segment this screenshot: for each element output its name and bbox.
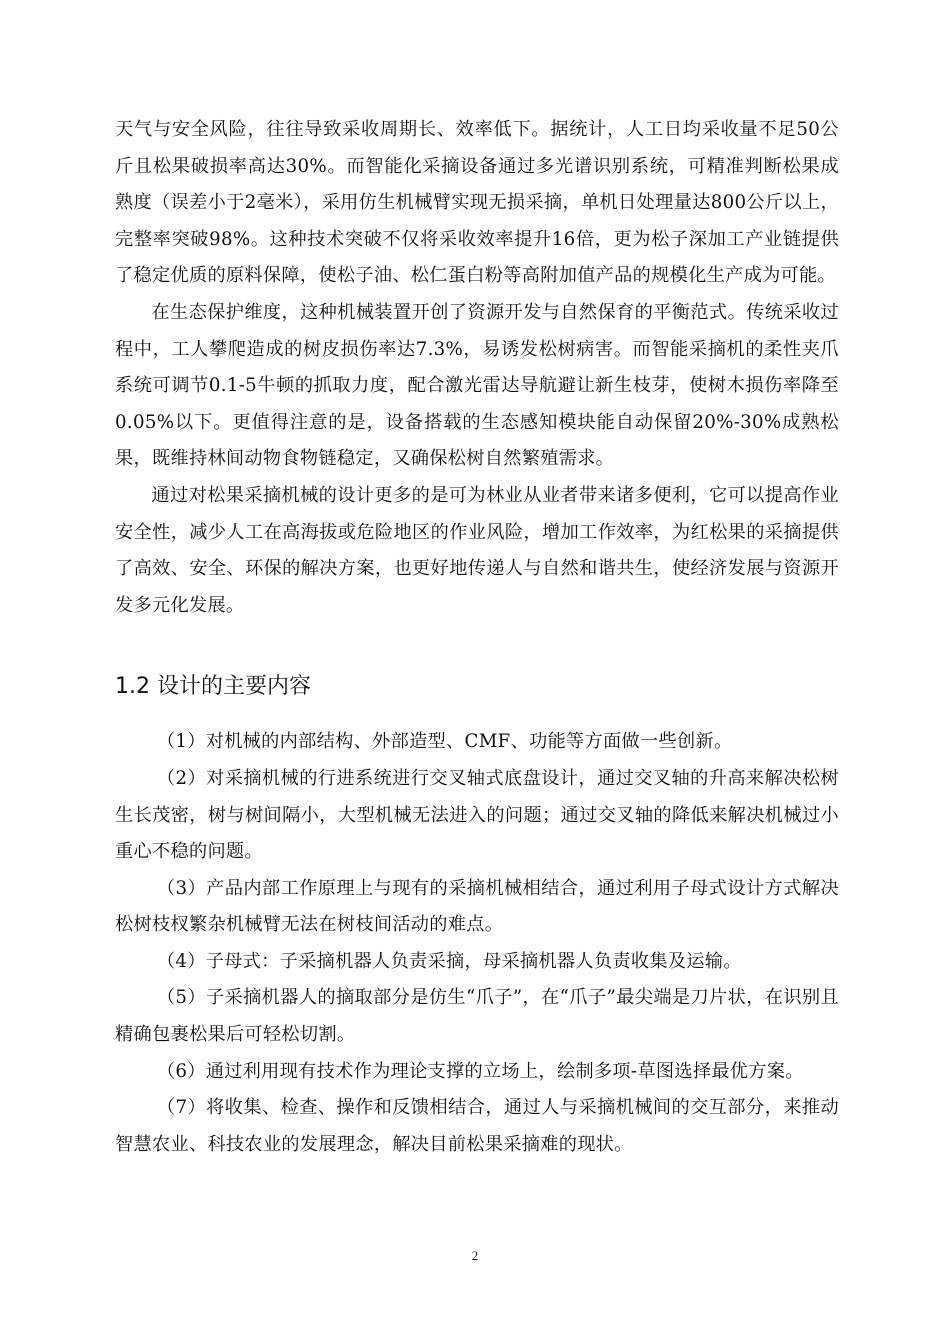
- list-item: （6）通过利用现有技术作为理论支撑的立场上，绘制多项-草图选择最优方案。: [156, 1060, 804, 1082]
- page-number: 2: [471, 1248, 479, 1263]
- body-paragraph-2: 在生态保护维度，这种机械装置开创了资源开发与自然保育的平衡范式。传统采收过程中，工人攀爬造成的树皮损伤率达7.3%，易诱发松树病害。而智能采摘机的柔性夹爪系统可调节0.1-5牛顿的抓取力度，配合激光雷达导航避让新生枝芽，使树木损伤率降至0.05%以下。更值得注意的是，设备搭载的生态感知模块能自动保留20%-30%成熟松果，既维持林间动物食物链稳定，又确保松树自然繁殖需求。: [115, 301, 839, 470]
- list-item: （3）产品内部工作原理上与现有的采摘机械相结合，通过利用子母式设计方式解决松树枝杈繁杂机械臂无法在树枝间活动的难点。: [115, 877, 839, 936]
- list-item: （7）将收集、检查、操作和反馈相结合，通过人与采摘机械间的交互部分，来推动智慧农业、科技农业的发展理念，解决目前松果采摘难的现状。: [115, 1097, 839, 1155]
- list-item: （4）子母式：子采摘机器人负责采摘，母采摘机器人负责收集及运输。: [156, 950, 742, 972]
- body-paragraph-3: 通过对松果采摘机械的设计更多的是可为林业从业者带来诸多便利，它可以提高作业安全性，减少人工在高海拔或危险地区的作业风险，增加工作效率，为红松果的采摘提供了高效、安全、环保的解决方案，也更好地传递人与自然和谐共生，使经济发展与资源开发多元化发展。: [115, 484, 839, 616]
- content-list: [115, 724, 839, 1163]
- body-paragraph-1: 天气与安全风险，往往导致采收周期长、效率低下。据统计，人工日均采收量不足50公斤且松果破损率高达30%。而智能化采摘设备通过多光谱识别系统，可精准判断松果成熟度（误差小于2毫米），采用仿生机械臂实现无损采摘，单机日处理量达800公斤以上，完整率突破98%。这种技术突破不仅将采收效率提升16倍，更为松子深加工产业链提供了稳定优质的原料保障，使松子油、松仁蛋白粉等高附加值产品的规模化生产成为可能。: [115, 119, 839, 287]
- list-item: （1）对机械的内部结构、外部造型、CMF、功能等方面做一些创新。: [156, 731, 733, 753]
- page-content: [115, 112, 839, 1163]
- list-item: （5）子采摘机器人的摘取部分是仿生“爪子”，在“爪子”最尖端是刀片状，在识别且精确包裹松果后可轻松切割。: [115, 987, 839, 1046]
- section-heading: 1.2 设计的主要内容: [115, 674, 311, 700]
- list-item: （2）对采摘机械的行进系统进行交叉轴式底盘设计，通过交叉轴的升高来解决松树生长茂密，树与树间隔小，大型机械无法进入的问题；通过交叉轴的降低来解决机械过小重心不稳的问题。: [115, 767, 839, 863]
